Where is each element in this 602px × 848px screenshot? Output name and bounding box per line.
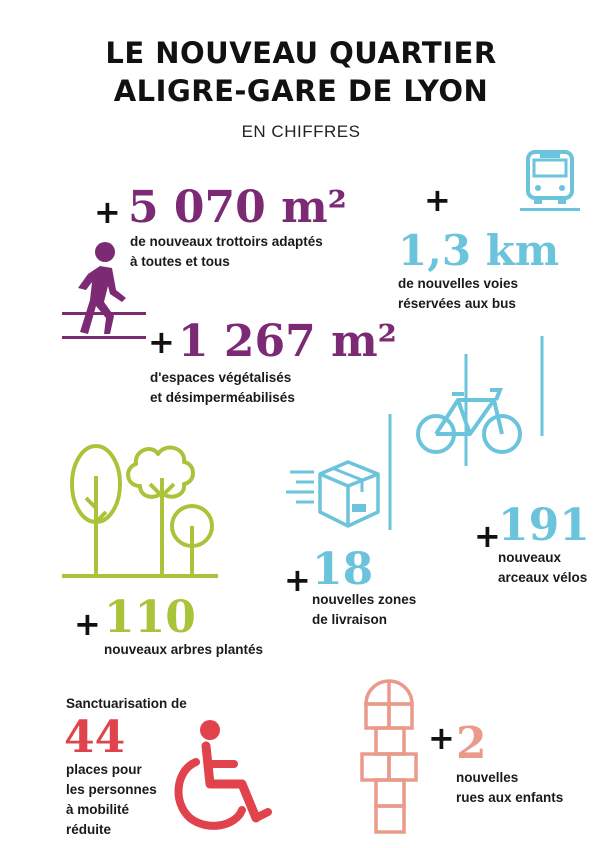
sidewalks-line-2: à toutes et tous	[130, 254, 230, 269]
hopscotch-icon	[358, 676, 420, 834]
plus-sign: +	[74, 605, 101, 643]
accessibility-line-4: réduite	[66, 822, 112, 837]
accessibility-intro: Sanctuarisation de	[66, 696, 187, 711]
plus-sign: +	[94, 193, 121, 231]
subtitle: EN CHIFFRES	[241, 122, 361, 141]
streets-value: 2	[456, 718, 487, 769]
bus-lanes-line-1: de nouvelles voies	[398, 276, 519, 291]
bike-racks-value: 191	[498, 500, 590, 551]
sidewalks-value: 5 070 m²	[128, 182, 347, 233]
green-spaces-value: 1 267 m²	[178, 316, 397, 367]
plus-sign: +	[148, 323, 175, 361]
trees-value: 110	[104, 592, 196, 643]
bus-lanes-value: 1,3 km	[398, 226, 560, 275]
green-spaces-line-1: d'espaces végétalisés	[150, 370, 292, 385]
trees-line-1: nouveaux arbres plantés	[104, 642, 264, 657]
title-line-2: ALIGRE-GARE DE LYON	[113, 74, 489, 108]
wheelchair-icon	[170, 718, 280, 834]
bicycle-icon	[416, 382, 526, 462]
accessibility-line-1: places pour	[66, 762, 142, 777]
plus-sign: +	[428, 719, 455, 757]
streets-line-2: rues aux enfants	[456, 790, 564, 805]
delivery-value: 18	[312, 544, 374, 595]
trees-icon	[62, 438, 218, 582]
plus-sign: +	[284, 561, 311, 599]
accessibility-line-3: à mobilité	[66, 802, 130, 817]
plus-sign: +	[424, 181, 451, 219]
bike-racks-line-2: arceaux vélos	[498, 570, 588, 585]
bike-racks-line-1: nouveaux	[498, 550, 562, 565]
bus-lanes-line-2: réservées aux bus	[398, 296, 516, 311]
green-spaces-line-2: et désimperméabilisés	[150, 390, 295, 405]
accessibility-line-2: les personnes	[66, 782, 157, 797]
delivery-line-1: nouvelles zones	[312, 592, 417, 607]
delivery-line-2: de livraison	[312, 612, 388, 627]
accessibility-value: 44	[64, 712, 126, 763]
plus-sign: +	[474, 517, 501, 555]
streets-line-1: nouvelles	[456, 770, 519, 785]
delivery-box-icon	[286, 452, 382, 532]
title-line-1: LE NOUVEAU QUARTIER	[105, 36, 497, 70]
sidewalks-line-1: de nouveaux trottoirs adaptés	[130, 234, 323, 249]
